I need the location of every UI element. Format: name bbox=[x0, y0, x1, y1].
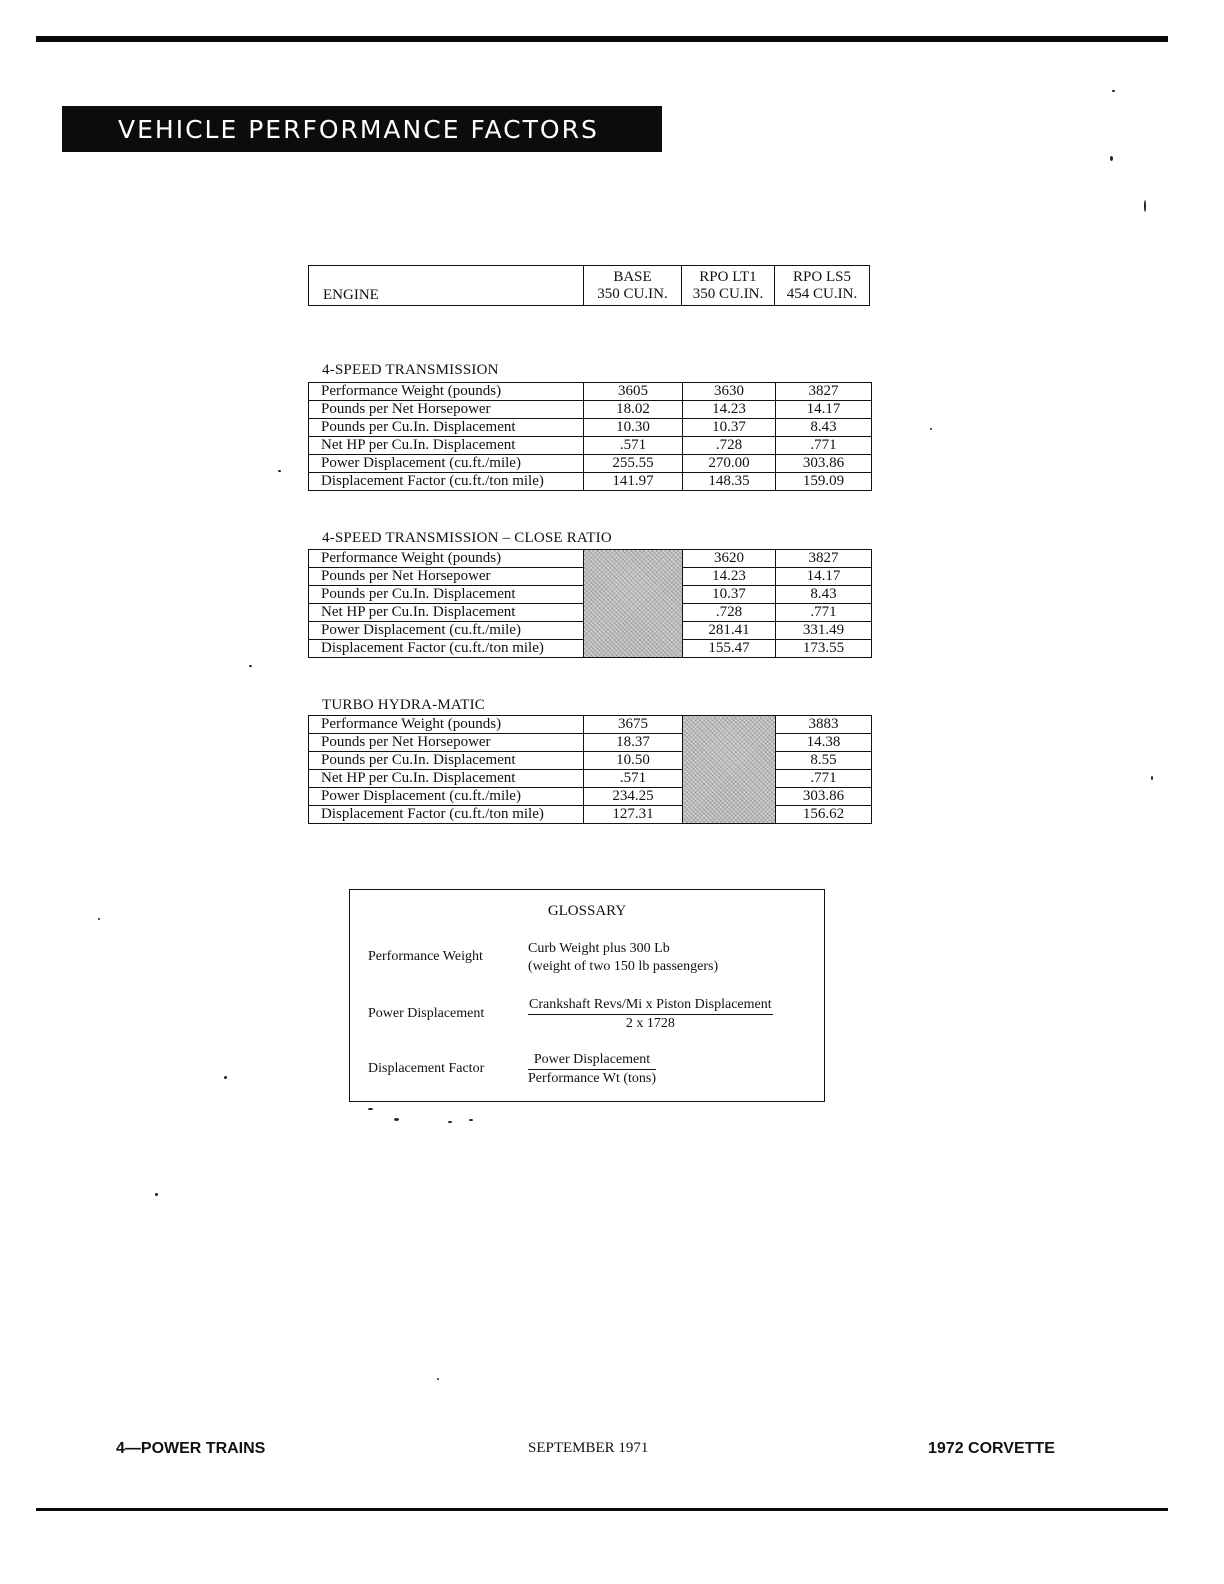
value-ls5: 331.49 bbox=[776, 622, 872, 640]
table-row bbox=[309, 419, 872, 437]
table-row bbox=[309, 401, 872, 419]
engine-column-displacement: 350 CU.IN. bbox=[597, 286, 668, 302]
engine-column-name: BASE bbox=[613, 269, 652, 285]
glossary-fraction bbox=[528, 1051, 656, 1087]
glossary-term: Performance Weight bbox=[368, 949, 483, 964]
engine-column-base bbox=[584, 266, 682, 306]
definition-line: Curb Weight plus 300 Lb bbox=[528, 941, 670, 956]
value-lt1: 281.41 bbox=[683, 622, 776, 640]
engine-column-name: RPO LS5 bbox=[793, 269, 851, 285]
value-base: 141.97 bbox=[584, 473, 683, 491]
row-label: Pounds per Net Horsepower bbox=[309, 401, 584, 419]
value-ls5: .771 bbox=[776, 604, 872, 622]
section-title-close-ratio: 4-SPEED TRANSMISSION – CLOSE RATIO bbox=[322, 530, 612, 546]
row-label: Displacement Factor (cu.ft./ton mile) bbox=[309, 473, 584, 491]
engine-header-table bbox=[308, 265, 870, 306]
value-lt1: 148.35 bbox=[683, 473, 776, 491]
value-base: 10.30 bbox=[584, 419, 683, 437]
table-turbo-hydra-matic bbox=[308, 715, 872, 824]
value-lt1: 10.37 bbox=[683, 419, 776, 437]
scan-speck bbox=[224, 1076, 227, 1079]
value-ls5: 159.09 bbox=[776, 473, 872, 491]
table-row bbox=[309, 716, 872, 734]
row-label: Power Displacement (cu.ft./mile) bbox=[309, 455, 584, 473]
value-ls5: 3883 bbox=[776, 716, 872, 734]
value-base: 18.02 bbox=[584, 401, 683, 419]
row-label: Performance Weight (pounds) bbox=[309, 716, 584, 734]
row-label: Displacement Factor (cu.ft./ton mile) bbox=[309, 640, 584, 658]
value-lt1: 10.37 bbox=[683, 586, 776, 604]
engine-column-ls5 bbox=[775, 266, 870, 306]
value-lt1: 3630 bbox=[683, 383, 776, 401]
row-label: Pounds per Cu.In. Displacement bbox=[309, 752, 584, 770]
table-row bbox=[309, 437, 872, 455]
value-ls5: .771 bbox=[776, 437, 872, 455]
section-title-4-speed: 4-SPEED TRANSMISSION bbox=[322, 362, 499, 378]
value-lt1: .728 bbox=[683, 437, 776, 455]
fraction-numerator: Power Displacement bbox=[528, 1051, 656, 1070]
value-base: 10.50 bbox=[584, 752, 683, 770]
row-label: Pounds per Cu.In. Displacement bbox=[309, 586, 584, 604]
table-row bbox=[309, 734, 872, 752]
value-ls5: 173.55 bbox=[776, 640, 872, 658]
page-title: VEHICLE PERFORMANCE FACTORS bbox=[62, 106, 662, 152]
value-ls5: 8.43 bbox=[776, 419, 872, 437]
scan-speck bbox=[98, 918, 100, 920]
glossary-term: Power Displacement bbox=[368, 1006, 485, 1021]
engine-column-displacement: 454 CU.IN. bbox=[786, 286, 858, 302]
engine-label: ENGINE bbox=[309, 266, 584, 306]
table-row bbox=[309, 752, 872, 770]
table-row bbox=[309, 473, 872, 491]
value-base: .571 bbox=[584, 437, 683, 455]
row-label: Pounds per Cu.In. Displacement bbox=[309, 419, 584, 437]
value-ls5: 8.43 bbox=[776, 586, 872, 604]
row-label: Net HP per Cu.In. Displacement bbox=[309, 770, 584, 788]
scan-speck bbox=[155, 1193, 158, 1196]
scan-speck bbox=[394, 1118, 399, 1121]
scan-speck bbox=[469, 1119, 473, 1121]
scan-speck bbox=[1151, 776, 1153, 780]
value-ls5: 14.17 bbox=[776, 568, 872, 586]
row-label: Power Displacement (cu.ft./mile) bbox=[309, 622, 584, 640]
row-label: Performance Weight (pounds) bbox=[309, 383, 584, 401]
row-label: Pounds per Net Horsepower bbox=[309, 734, 584, 752]
value-base: 3675 bbox=[584, 716, 683, 734]
value-ls5: 156.62 bbox=[776, 806, 872, 824]
value-ls5: 8.55 bbox=[776, 752, 872, 770]
scan-speck bbox=[448, 1121, 452, 1123]
value-ls5: 303.86 bbox=[776, 788, 872, 806]
value-ls5: 14.38 bbox=[776, 734, 872, 752]
value-lt1: 270.00 bbox=[683, 455, 776, 473]
table-row bbox=[309, 383, 872, 401]
fraction-numerator: Crankshaft Revs/Mi x Piston Displacement bbox=[528, 996, 773, 1015]
footer-date: SEPTEMBER 1971 bbox=[528, 1440, 649, 1456]
section-title-turbo-hydra-matic: TURBO HYDRA-MATIC bbox=[322, 697, 485, 713]
row-label: Pounds per Net Horsepower bbox=[309, 568, 584, 586]
value-ls5: .771 bbox=[776, 770, 872, 788]
glossary-title: GLOSSARY bbox=[547, 903, 627, 919]
value-base: 255.55 bbox=[584, 455, 683, 473]
scan-speck bbox=[368, 1108, 373, 1110]
table-row bbox=[309, 770, 872, 788]
value-ls5: 14.17 bbox=[776, 401, 872, 419]
value-base: 3605 bbox=[584, 383, 683, 401]
table-row bbox=[309, 788, 872, 806]
table-4-speed bbox=[308, 382, 872, 491]
unavailable-cell bbox=[683, 716, 776, 824]
bottom-rule bbox=[36, 1508, 1168, 1511]
glossary-fraction bbox=[528, 996, 773, 1032]
value-base: 18.37 bbox=[584, 734, 683, 752]
row-label: Net HP per Cu.In. Displacement bbox=[309, 604, 584, 622]
table-row bbox=[309, 806, 872, 824]
engine-column-name: RPO LT1 bbox=[699, 269, 757, 285]
value-lt1: 3620 bbox=[683, 550, 776, 568]
value-ls5: 3827 bbox=[776, 383, 872, 401]
engine-column-lt1 bbox=[682, 266, 775, 306]
table-row bbox=[309, 550, 872, 568]
fraction-denominator: Performance Wt (tons) bbox=[528, 1071, 657, 1086]
scan-speck bbox=[1110, 156, 1113, 161]
glossary-term: Displacement Factor bbox=[368, 1061, 485, 1076]
table-close-ratio bbox=[308, 549, 872, 658]
scan-speck bbox=[249, 665, 252, 667]
glossary-box bbox=[349, 889, 825, 1102]
value-base: 234.25 bbox=[584, 788, 683, 806]
value-lt1: 14.23 bbox=[683, 401, 776, 419]
scan-speck bbox=[1144, 200, 1146, 212]
footer-section: 4—POWER TRAINS bbox=[116, 1440, 266, 1457]
glossary-definition bbox=[528, 940, 718, 976]
row-label: Power Displacement (cu.ft./mile) bbox=[309, 788, 584, 806]
row-label: Net HP per Cu.In. Displacement bbox=[309, 437, 584, 455]
fraction-denominator: 2 x 1728 bbox=[625, 1016, 675, 1031]
scan-speck bbox=[437, 1378, 439, 1380]
value-ls5: 3827 bbox=[776, 550, 872, 568]
scan-speck bbox=[1112, 90, 1115, 92]
value-base: .571 bbox=[584, 770, 683, 788]
footer-model: 1972 CORVETTE bbox=[928, 1440, 1055, 1457]
value-ls5: 303.86 bbox=[776, 455, 872, 473]
unavailable-cell bbox=[584, 550, 683, 658]
engine-column-displacement: 350 CU.IN. bbox=[692, 286, 764, 302]
table-row bbox=[309, 455, 872, 473]
row-label: Performance Weight (pounds) bbox=[309, 550, 584, 568]
row-label: Displacement Factor (cu.ft./ton mile) bbox=[309, 806, 584, 824]
value-lt1: 155.47 bbox=[683, 640, 776, 658]
top-rule bbox=[36, 36, 1168, 42]
value-base: 127.31 bbox=[584, 806, 683, 824]
definition-line: (weight of two 150 lb passengers) bbox=[528, 959, 719, 974]
value-lt1: 14.23 bbox=[683, 568, 776, 586]
value-lt1: .728 bbox=[683, 604, 776, 622]
scan-speck bbox=[278, 470, 281, 472]
scan-speck bbox=[930, 428, 932, 430]
